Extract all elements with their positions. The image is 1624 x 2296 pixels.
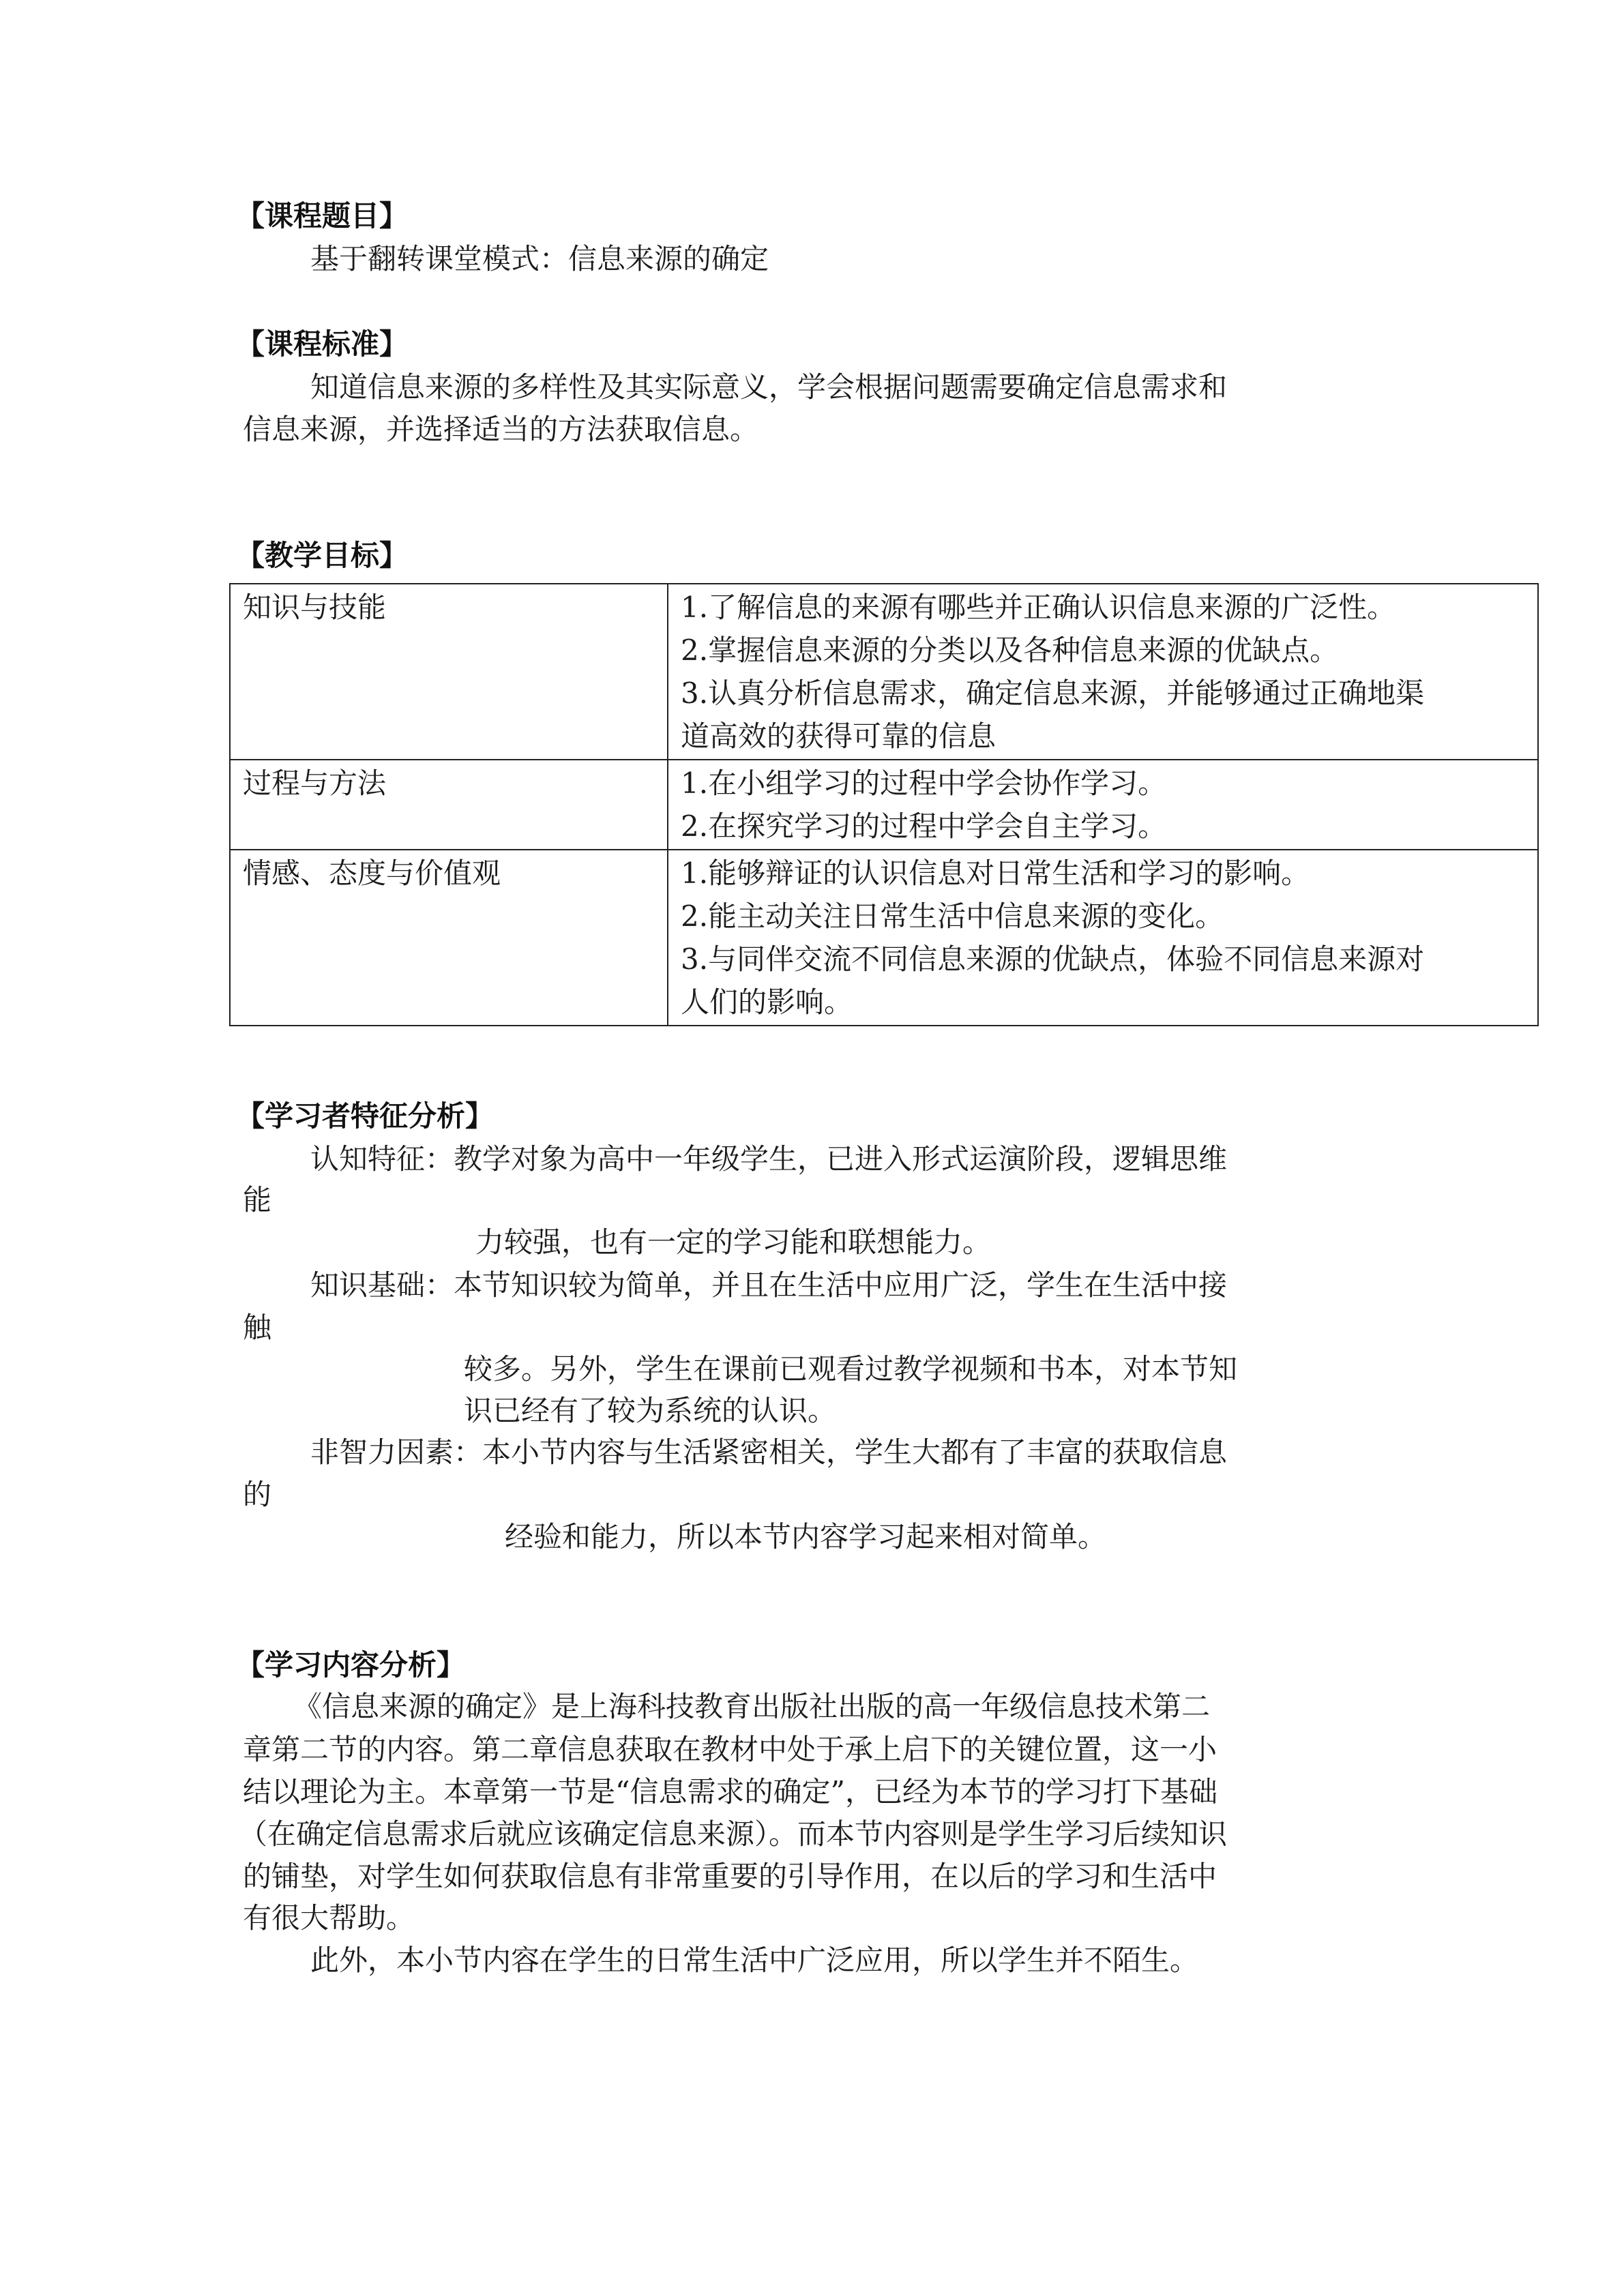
goal-item: 1.了解信息的来源有哪些并正确认识信息来源的广泛性。 [681, 591, 1396, 624]
content-paragraph-line: 的铺垫，对学生如何获取信息有非常重要的引导作用，在以后的学习和生活中 [243, 1860, 1217, 1893]
content-paragraph-line: 结以理论为主。本章第一节是“信息需求的确定”，已经为本节的学习打下基础 [243, 1775, 1217, 1808]
learner-nonintel-line: 经验和能力，所以本节内容学习起来相对简单。 [505, 1520, 1107, 1553]
learner-knowledge-line: 知识基础：本节知识较为简单，并且在生活中应用广泛，学生在生活中接 [310, 1268, 1228, 1302]
goal-item: 3.与同伴交流不同信息来源的优缺点，体验不同信息来源对 [681, 942, 1425, 976]
goal-items [668, 850, 1538, 1026]
goal-items [668, 584, 1538, 760]
goal-item: 1.能够辩证的认识信息对日常生活和学习的影响。 [681, 856, 1310, 890]
learner-cognitive-line: 认知特征：教学对象为高中一年级学生，已进入形式运演阶段，逻辑思维 [310, 1142, 1228, 1176]
content-paragraph-line: 《信息来源的确定》是上海科技教育出版社出版的高一年级信息技术第二 [293, 1690, 1211, 1723]
goal-item: 2.掌握信息来源的分类以及各种信息来源的优缺点。 [681, 633, 1339, 667]
course-standard-heading: 【课程标准】 [236, 327, 409, 361]
course-standard-line: 信息来源，并选择适当的方法获取信息。 [243, 413, 759, 446]
course-title-text: 基于翻转课堂模式：信息来源的确定 [310, 242, 769, 275]
goal-item: 1.在小组学习的过程中学会协作学习。 [681, 766, 1167, 800]
table-row [230, 850, 1538, 1026]
teaching-goals-table [229, 583, 1539, 1026]
goal-category: 知识与技能 [230, 584, 668, 760]
goal-item: 3.认真分析信息需求，确定信息来源，并能够通过正确地渠 [681, 676, 1425, 710]
learner-nonintel-line: 的 [243, 1478, 272, 1511]
teaching-goals-heading: 【教学目标】 [236, 539, 409, 572]
course-title-heading: 【课程题目】 [236, 199, 409, 233]
learner-cognitive-line: 力较强，也有一定的学习能和联想能力。 [475, 1225, 992, 1259]
goal-item: 人们的影响。 [681, 985, 853, 1019]
goal-item: 道高效的获得可靠的信息 [681, 719, 996, 753]
table-row [230, 584, 1538, 760]
learner-analysis-heading: 【学习者特征分析】 [236, 1099, 494, 1133]
learner-knowledge-line: 识已经有了较为系统的认识。 [464, 1394, 837, 1427]
table-row [230, 760, 1538, 850]
goal-category: 情感、态度与价值观 [230, 850, 668, 1026]
goal-item: 2.在探究学习的过程中学会自主学习。 [681, 809, 1167, 843]
goal-items [668, 760, 1538, 850]
learner-cognitive-line: 能 [243, 1183, 272, 1217]
content-analysis-heading: 【学习内容分析】 [236, 1648, 466, 1682]
learner-knowledge-line: 触 [243, 1311, 272, 1344]
goal-category: 过程与方法 [230, 760, 668, 850]
content-paragraph-line: 有很大帮助。 [243, 1901, 415, 1935]
content-paragraph-line: （在确定信息需求后就应该确定信息来源）。而本节内容则是学生学习后续知识 [239, 1817, 1228, 1851]
course-standard-line: 知道信息来源的多样性及其实际意义，学会根据问题需要确定信息需求和 [310, 370, 1228, 404]
goal-item: 2.能主动关注日常生活中信息来源的变化。 [681, 899, 1224, 933]
learner-knowledge-line: 较多。另外，学生在课前已观看过教学视频和书本，对本节知 [464, 1352, 1238, 1386]
content-paragraph-line: 此外，本小节内容在学生的日常生活中广泛应用，所以学生并不陌生。 [310, 1943, 1199, 1977]
learner-nonintel-line: 非智力因素：本小节内容与生活紧密相关，学生大都有了丰富的获取信息 [310, 1435, 1228, 1469]
content-paragraph-line: 章第二节的内容。第二章信息获取在教材中处于承上启下的关键位置，这一小 [243, 1733, 1217, 1766]
